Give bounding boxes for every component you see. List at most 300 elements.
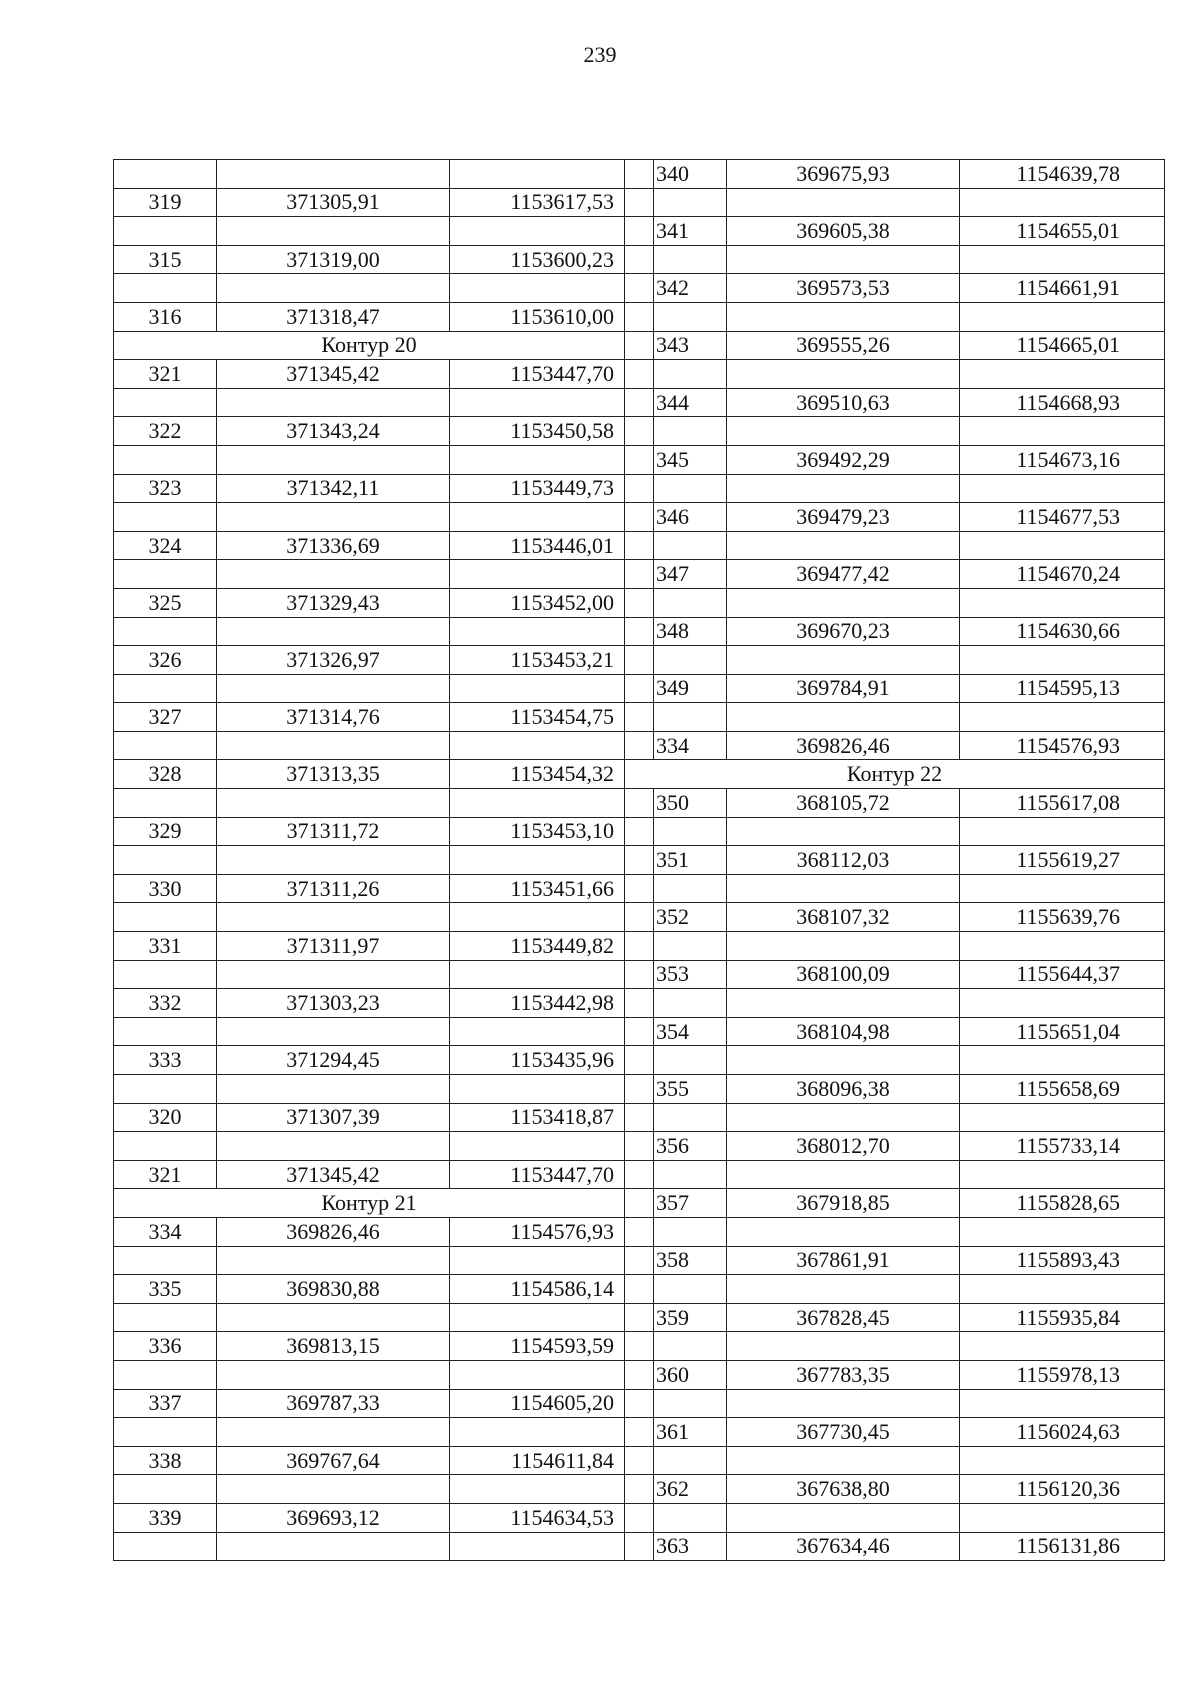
y-coordinate [960, 245, 1165, 274]
point-number [114, 1246, 217, 1275]
y-coordinate [450, 160, 625, 189]
table-row [114, 160, 1165, 189]
spacer-cell [625, 1046, 654, 1075]
x-coordinate [727, 531, 960, 560]
x-coordinate [217, 1360, 450, 1389]
point-number: 337 [114, 1389, 217, 1418]
coordinates-table [113, 159, 1165, 1561]
x-coordinate [217, 1075, 450, 1104]
table-row [114, 1160, 1165, 1189]
y-coordinate [450, 1360, 625, 1389]
spacer-cell [625, 960, 654, 989]
table-row [114, 1132, 1165, 1161]
y-coordinate [960, 703, 1165, 732]
y-coordinate: 1155935,84 [960, 1303, 1165, 1332]
point-number: 315 [114, 245, 217, 274]
x-coordinate: 367730,45 [727, 1418, 960, 1447]
point-number: 351 [654, 846, 727, 875]
spacer-cell [625, 388, 654, 417]
y-coordinate [960, 531, 1165, 560]
spacer-cell [625, 1446, 654, 1475]
x-coordinate [727, 1217, 960, 1246]
y-coordinate: 1156024,63 [960, 1418, 1165, 1447]
point-number [114, 445, 217, 474]
point-number: 362 [654, 1475, 727, 1504]
spacer-cell [625, 1532, 654, 1561]
x-coordinate [217, 1246, 450, 1275]
x-coordinate: 371345,42 [217, 360, 450, 389]
x-coordinate [217, 731, 450, 760]
x-coordinate [727, 1046, 960, 1075]
spacer-cell [625, 1017, 654, 1046]
table-row [114, 1332, 1165, 1361]
x-coordinate [727, 417, 960, 446]
x-coordinate [217, 1475, 450, 1504]
table-row [114, 1017, 1165, 1046]
spacer-cell [625, 846, 654, 875]
table-row [114, 1389, 1165, 1418]
y-coordinate [450, 1132, 625, 1161]
point-number: 325 [114, 588, 217, 617]
y-coordinate [450, 674, 625, 703]
spacer-cell [625, 1160, 654, 1189]
x-coordinate: 369605,38 [727, 217, 960, 246]
x-coordinate: 371303,23 [217, 989, 450, 1018]
y-coordinate: 1154595,13 [960, 674, 1165, 703]
table-row [114, 245, 1165, 274]
point-number: 327 [114, 703, 217, 732]
point-number [654, 417, 727, 446]
point-number [654, 1046, 727, 1075]
point-number: 361 [654, 1418, 727, 1447]
point-number: 334 [654, 731, 727, 760]
spacer-cell [625, 445, 654, 474]
point-number: 348 [654, 617, 727, 646]
spacer-cell [625, 1075, 654, 1104]
spacer-cell [625, 731, 654, 760]
y-coordinate: 1153617,53 [450, 188, 625, 217]
x-coordinate: 371305,91 [217, 188, 450, 217]
table-row [114, 932, 1165, 961]
x-coordinate: 369830,88 [217, 1275, 450, 1304]
point-number: 356 [654, 1132, 727, 1161]
x-coordinate [727, 1275, 960, 1304]
y-coordinate: 1154576,93 [960, 731, 1165, 760]
spacer-cell [625, 1189, 654, 1218]
y-coordinate: 1154661,91 [960, 274, 1165, 303]
point-number: 320 [114, 1103, 217, 1132]
y-coordinate: 1156131,86 [960, 1532, 1165, 1561]
spacer-cell [625, 1246, 654, 1275]
y-coordinate [960, 989, 1165, 1018]
spacer-cell [625, 1132, 654, 1161]
y-coordinate: 1153446,01 [450, 531, 625, 560]
table-row [114, 188, 1165, 217]
x-coordinate: 368104,98 [727, 1017, 960, 1046]
table-row [114, 1475, 1165, 1504]
table-row [114, 531, 1165, 560]
y-coordinate [960, 360, 1165, 389]
y-coordinate [450, 274, 625, 303]
point-number: 353 [654, 960, 727, 989]
point-number [654, 188, 727, 217]
spacer-cell [625, 217, 654, 246]
y-coordinate: 1154576,93 [450, 1217, 625, 1246]
point-number: 336 [114, 1332, 217, 1361]
x-coordinate: 371336,69 [217, 531, 450, 560]
point-number: 333 [114, 1046, 217, 1075]
table-row [114, 1360, 1165, 1389]
point-number: 355 [654, 1075, 727, 1104]
point-number: 359 [654, 1303, 727, 1332]
y-coordinate: 1154593,59 [450, 1332, 625, 1361]
y-coordinate [450, 388, 625, 417]
table-row [114, 1418, 1165, 1447]
x-coordinate [217, 617, 450, 646]
table-row [114, 302, 1165, 331]
point-number [654, 1389, 727, 1418]
point-number [654, 1503, 727, 1532]
spacer-cell [625, 703, 654, 732]
table-row [114, 1103, 1165, 1132]
point-number: 332 [114, 989, 217, 1018]
y-coordinate: 1155733,14 [960, 1132, 1165, 1161]
point-number [114, 731, 217, 760]
point-number [114, 160, 217, 189]
contour-header: Контур 22 [625, 760, 1165, 789]
x-coordinate: 369767,64 [217, 1446, 450, 1475]
point-number [114, 560, 217, 589]
x-coordinate [727, 703, 960, 732]
x-coordinate: 369826,46 [727, 731, 960, 760]
point-number: 341 [654, 217, 727, 246]
y-coordinate: 1155639,76 [960, 903, 1165, 932]
x-coordinate [727, 302, 960, 331]
point-number [114, 1017, 217, 1046]
y-coordinate: 1154677,53 [960, 503, 1165, 532]
point-number: 330 [114, 874, 217, 903]
point-number [114, 1475, 217, 1504]
x-coordinate [727, 1103, 960, 1132]
y-coordinate [450, 960, 625, 989]
contour-header: Контур 21 [114, 1189, 625, 1218]
table-row [114, 1303, 1165, 1332]
x-coordinate [217, 674, 450, 703]
table-row [114, 217, 1165, 246]
x-coordinate: 371311,97 [217, 932, 450, 961]
x-coordinate: 371313,35 [217, 760, 450, 789]
point-number: 316 [114, 302, 217, 331]
point-number [654, 302, 727, 331]
y-coordinate [450, 503, 625, 532]
y-coordinate [450, 217, 625, 246]
point-number [114, 1360, 217, 1389]
x-coordinate [727, 1332, 960, 1361]
spacer-cell [625, 817, 654, 846]
x-coordinate [217, 274, 450, 303]
spacer-cell [625, 474, 654, 503]
point-number [654, 874, 727, 903]
table-row [114, 588, 1165, 617]
y-coordinate [960, 188, 1165, 217]
spacer-cell [625, 560, 654, 589]
y-coordinate: 1154605,20 [450, 1389, 625, 1418]
x-coordinate: 368012,70 [727, 1132, 960, 1161]
x-coordinate [217, 445, 450, 474]
x-coordinate: 369479,23 [727, 503, 960, 532]
y-coordinate: 1155644,37 [960, 960, 1165, 989]
table-row [114, 274, 1165, 303]
spacer-cell [625, 1103, 654, 1132]
point-number [114, 388, 217, 417]
spacer-cell [625, 989, 654, 1018]
table-row [114, 503, 1165, 532]
point-number: 326 [114, 646, 217, 675]
x-coordinate [217, 1532, 450, 1561]
x-coordinate: 371326,97 [217, 646, 450, 675]
table-row [114, 331, 1165, 360]
x-coordinate [217, 1132, 450, 1161]
x-coordinate: 367918,85 [727, 1189, 960, 1218]
point-number: 343 [654, 331, 727, 360]
table-row [114, 1075, 1165, 1104]
x-coordinate: 371314,76 [217, 703, 450, 732]
spacer-cell [625, 1303, 654, 1332]
point-number: 344 [654, 388, 727, 417]
x-coordinate [217, 846, 450, 875]
point-number [114, 1132, 217, 1161]
y-coordinate [960, 1446, 1165, 1475]
point-number: 321 [114, 360, 217, 389]
y-coordinate [960, 817, 1165, 846]
x-coordinate [727, 1160, 960, 1189]
spacer-cell [625, 1360, 654, 1389]
x-coordinate: 369670,23 [727, 617, 960, 646]
x-coordinate: 367638,80 [727, 1475, 960, 1504]
y-coordinate: 1153454,75 [450, 703, 625, 732]
x-coordinate: 369784,91 [727, 674, 960, 703]
y-coordinate [960, 302, 1165, 331]
x-coordinate: 371343,24 [217, 417, 450, 446]
x-coordinate: 368100,09 [727, 960, 960, 989]
table-row [114, 874, 1165, 903]
y-coordinate: 1153447,70 [450, 1160, 625, 1189]
y-coordinate: 1154634,53 [450, 1503, 625, 1532]
spacer-cell [625, 903, 654, 932]
spacer-cell [625, 1475, 654, 1504]
y-coordinate: 1154665,01 [960, 331, 1165, 360]
point-number [654, 703, 727, 732]
y-coordinate: 1153447,70 [450, 360, 625, 389]
point-number: 360 [654, 1360, 727, 1389]
point-number [114, 1532, 217, 1561]
y-coordinate [450, 445, 625, 474]
spacer-cell [625, 1418, 654, 1447]
x-coordinate: 371294,45 [217, 1046, 450, 1075]
spacer-cell [625, 531, 654, 560]
x-coordinate [217, 1303, 450, 1332]
table-row [114, 817, 1165, 846]
y-coordinate [450, 1075, 625, 1104]
spacer-cell [625, 1275, 654, 1304]
x-coordinate [217, 217, 450, 246]
point-number: 340 [654, 160, 727, 189]
y-coordinate [450, 731, 625, 760]
y-coordinate [960, 1332, 1165, 1361]
spacer-cell [625, 789, 654, 818]
y-coordinate [960, 874, 1165, 903]
table-row [114, 560, 1165, 589]
point-number: 354 [654, 1017, 727, 1046]
spacer-cell [625, 274, 654, 303]
point-number [654, 588, 727, 617]
y-coordinate [960, 1103, 1165, 1132]
point-number: 329 [114, 817, 217, 846]
point-number: 357 [654, 1189, 727, 1218]
y-coordinate [960, 1217, 1165, 1246]
x-coordinate [727, 874, 960, 903]
point-number: 339 [114, 1503, 217, 1532]
x-coordinate: 371311,72 [217, 817, 450, 846]
y-coordinate [450, 846, 625, 875]
y-coordinate: 1154655,01 [960, 217, 1165, 246]
point-number: 346 [654, 503, 727, 532]
point-number: 358 [654, 1246, 727, 1275]
point-number [114, 903, 217, 932]
spacer-cell [625, 588, 654, 617]
y-coordinate [960, 1160, 1165, 1189]
y-coordinate: 1153452,00 [450, 588, 625, 617]
point-number: 349 [654, 674, 727, 703]
x-coordinate [217, 1017, 450, 1046]
y-coordinate: 1155978,13 [960, 1360, 1165, 1389]
y-coordinate [450, 903, 625, 932]
x-coordinate: 371342,11 [217, 474, 450, 503]
point-number: 334 [114, 1217, 217, 1246]
x-coordinate [727, 1389, 960, 1418]
table-row [114, 617, 1165, 646]
table-row [114, 703, 1165, 732]
point-number [114, 1418, 217, 1447]
x-coordinate: 367783,35 [727, 1360, 960, 1389]
spacer-cell [625, 874, 654, 903]
point-number [654, 932, 727, 961]
table-row [114, 445, 1165, 474]
table-row [114, 1446, 1165, 1475]
x-coordinate: 371345,42 [217, 1160, 450, 1189]
y-coordinate: 1153454,32 [450, 760, 625, 789]
x-coordinate [217, 903, 450, 932]
table-row [114, 789, 1165, 818]
y-coordinate: 1154586,14 [450, 1275, 625, 1304]
y-coordinate: 1153610,00 [450, 302, 625, 331]
y-coordinate [960, 1503, 1165, 1532]
y-coordinate [450, 1303, 625, 1332]
x-coordinate: 369787,33 [217, 1389, 450, 1418]
x-coordinate: 369693,12 [217, 1503, 450, 1532]
x-coordinate: 368112,03 [727, 846, 960, 875]
table-row [114, 760, 1165, 789]
y-coordinate: 1156120,36 [960, 1475, 1165, 1504]
table-row [114, 417, 1165, 446]
spacer-cell [625, 331, 654, 360]
x-coordinate [727, 360, 960, 389]
spacer-cell [625, 1389, 654, 1418]
y-coordinate: 1153449,82 [450, 932, 625, 961]
table-row [114, 989, 1165, 1018]
table-row [114, 360, 1165, 389]
x-coordinate [217, 503, 450, 532]
x-coordinate: 367634,46 [727, 1532, 960, 1561]
x-coordinate: 371319,00 [217, 245, 450, 274]
x-coordinate [217, 960, 450, 989]
y-coordinate [960, 1046, 1165, 1075]
table-row [114, 388, 1165, 417]
spacer-cell [625, 188, 654, 217]
point-number [114, 846, 217, 875]
table-row [114, 1503, 1165, 1532]
x-coordinate [727, 989, 960, 1018]
spacer-cell [625, 417, 654, 446]
point-number: 350 [654, 789, 727, 818]
point-number [654, 531, 727, 560]
table-row [114, 903, 1165, 932]
y-coordinate [450, 789, 625, 818]
point-number [114, 960, 217, 989]
spacer-cell [625, 160, 654, 189]
point-number: 345 [654, 445, 727, 474]
y-coordinate: 1154673,16 [960, 445, 1165, 474]
x-coordinate [727, 646, 960, 675]
y-coordinate [450, 1475, 625, 1504]
point-number [654, 1275, 727, 1304]
table-row [114, 674, 1165, 703]
point-number [654, 1217, 727, 1246]
x-coordinate: 369675,93 [727, 160, 960, 189]
spacer-cell [625, 1503, 654, 1532]
y-coordinate: 1155619,27 [960, 846, 1165, 875]
y-coordinate: 1155651,04 [960, 1017, 1165, 1046]
point-number [114, 1075, 217, 1104]
point-number [654, 1446, 727, 1475]
x-coordinate: 371311,26 [217, 874, 450, 903]
y-coordinate [960, 588, 1165, 617]
y-coordinate: 1155658,69 [960, 1075, 1165, 1104]
x-coordinate: 369573,53 [727, 274, 960, 303]
y-coordinate [960, 646, 1165, 675]
table-row [114, 1189, 1165, 1218]
y-coordinate [450, 617, 625, 646]
coordinates-table-body [114, 160, 1165, 1561]
x-coordinate: 369813,15 [217, 1332, 450, 1361]
point-number [114, 274, 217, 303]
y-coordinate: 1153451,66 [450, 874, 625, 903]
y-coordinate [450, 1532, 625, 1561]
y-coordinate [450, 1418, 625, 1447]
point-number: 335 [114, 1275, 217, 1304]
point-number [654, 1160, 727, 1189]
point-number: 342 [654, 274, 727, 303]
x-coordinate: 368096,38 [727, 1075, 960, 1104]
x-coordinate [217, 1418, 450, 1447]
spacer-cell [625, 245, 654, 274]
table-row [114, 1532, 1165, 1561]
point-number [114, 789, 217, 818]
x-coordinate: 368107,32 [727, 903, 960, 932]
spacer-cell [625, 674, 654, 703]
table-row [114, 474, 1165, 503]
y-coordinate: 1153418,87 [450, 1103, 625, 1132]
